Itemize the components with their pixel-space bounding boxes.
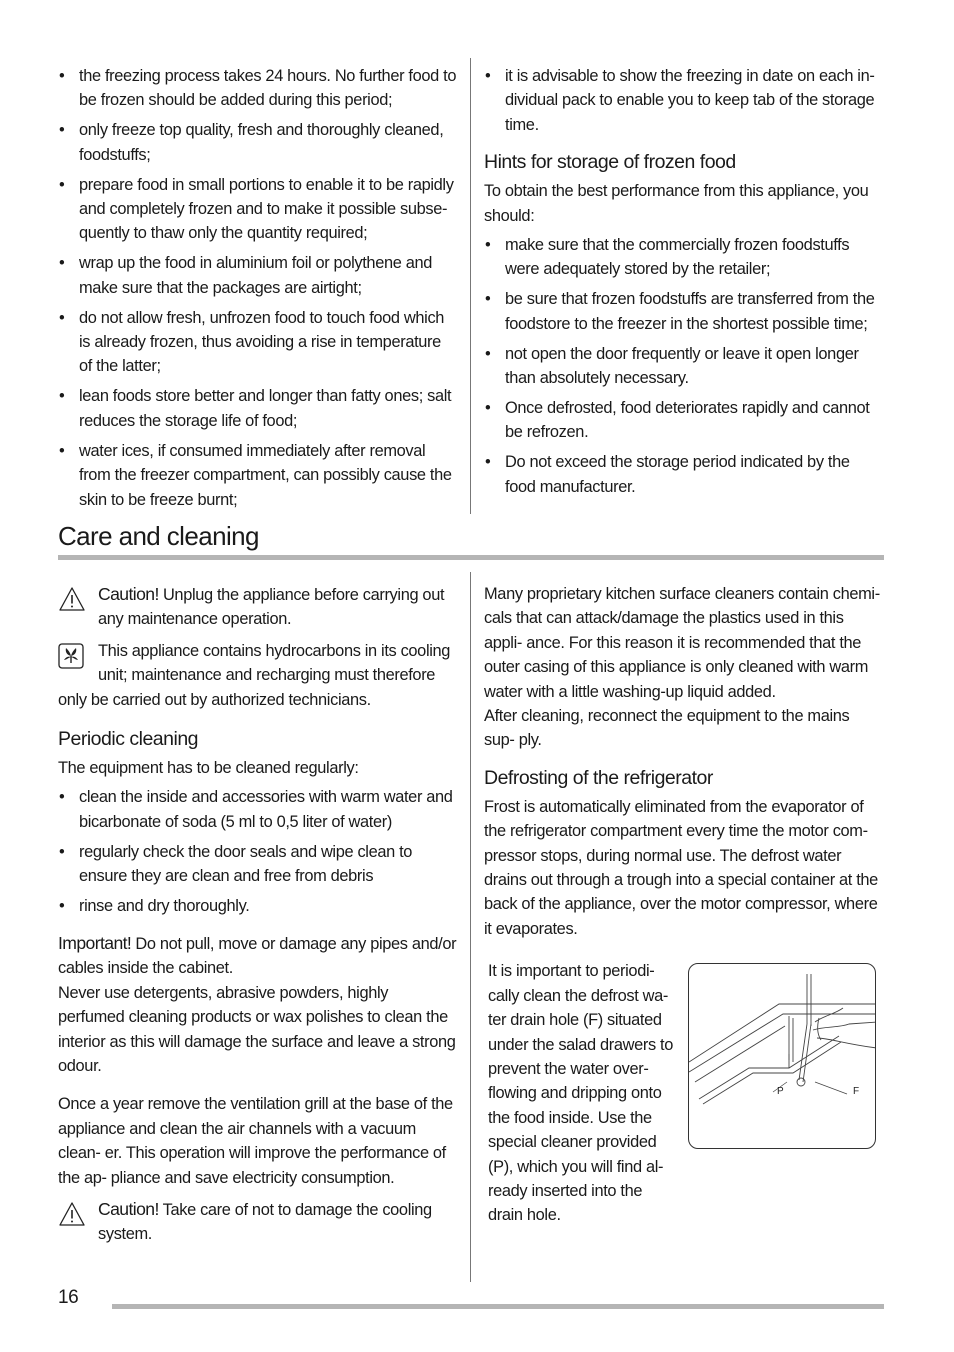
hints-heading: Hints for storage of frozen food	[484, 151, 736, 174]
label-f: F	[853, 1086, 859, 1098]
bullet-icon: •	[485, 290, 491, 309]
label-p: P	[777, 1086, 784, 1098]
drain-cleaning-drawing	[689, 964, 876, 1149]
bullet-icon: •	[59, 788, 65, 807]
bullet-icon: •	[59, 897, 65, 916]
freezing-tips-list	[58, 64, 458, 512]
bullet-icon: •	[59, 441, 65, 460]
list-item: • the freezing process takes 24 hours. No further food to be frozen should be added during this period;	[58, 64, 458, 113]
list-item: • it is advisable to show the freezing in date on each in- dividual pack to enable you to keep tab of the storage time.	[484, 64, 884, 137]
frozen-storage-column	[484, 64, 884, 505]
list-item: • Once defrosted, food deteriorates rapidly and cannot be refrozen.	[484, 396, 884, 445]
section-title: Care and cleaning	[58, 521, 259, 551]
caution-label: Caution!	[98, 584, 159, 604]
list-item: • make sure that the commercially frozen foodstuffs were adequately stored by the retailer;	[484, 233, 884, 282]
caution-note	[58, 1197, 458, 1247]
warning-triangle-icon	[58, 1201, 86, 1227]
drain-hole-illustration	[688, 963, 876, 1149]
important-paragraph	[58, 931, 458, 981]
column-divider	[470, 572, 471, 1282]
hydrocarbon-text-rest: only be carried out by authorized technicians.	[58, 690, 371, 709]
list-item: • be sure that frozen foodstuffs are transferred from the foodstore to the freezer in the shortest possible time;	[484, 287, 884, 336]
hints-list	[484, 233, 884, 499]
bullet-icon: •	[485, 344, 491, 363]
list-item: • water ices, if consumed immediately after removal from the freezer compartment, can possibly cause the skin to be freeze burnt;	[58, 439, 458, 512]
defrosting-heading: Defrosting of the refrigerator	[484, 766, 713, 789]
list-item: • clean the inside and accessories with warm water and bicarbonate of soda (5 ml to 0,5 liter of water)	[58, 785, 458, 834]
cleaning-column	[58, 582, 458, 1247]
freezing-tips-column	[58, 64, 458, 517]
caution-text: Take care of not to damage the cooling system.	[98, 1201, 432, 1244]
hydrocarbon-text-first: This appliance contains hydrocarbons in its cooling unit; maintenance and recharging must therefore	[98, 641, 451, 685]
list-item: • do not allow fresh, unfrozen food to touch food which is already frozen, thus avoiding a rise in temperature of the latter;	[58, 306, 458, 379]
column-divider	[470, 58, 471, 514]
hints-intro: To obtain the best performance from this appliance, you should:	[484, 182, 869, 225]
detergents-paragraph: Never use detergents, abrasive powders, highly perfumed cleaning products or wax polishes to clean the interior as this will damage the surface and leave a strong odour.	[58, 983, 456, 1075]
section-rule	[58, 555, 884, 560]
bullet-icon: •	[59, 842, 65, 861]
list-item: • Do not exceed the storage period indicated by the food manufacturer.	[484, 450, 884, 499]
important-label: Important!	[58, 932, 132, 953]
important-text: Do not pull, move or damage any pipes and/or cables inside the cabinet.	[58, 934, 457, 978]
list-item: • rinse and dry thoroughly.	[58, 894, 458, 918]
list-item: • prepare food in small portions to enable it to be rapidly and completely frozen and to make it possible subse- quently to thaw only the quantity required;	[58, 173, 458, 246]
defrost-paragraph: Frost is automatically eliminated from the evaporator of the refrigerator compartment every time the motor com- pressor stops, during normal use. The defrost water drains out through a trough into a special container at the back of the appliance, over the motor compressor, where it evaporates.	[484, 797, 878, 938]
list-item: • wrap up the food in aluminium foil or polythene and make sure that the packages are airtight;	[58, 251, 458, 300]
freezing-date-list	[484, 64, 884, 137]
drain-hole-figure-block	[484, 959, 884, 1229]
bullet-icon: •	[485, 398, 491, 417]
bullet-icon: •	[59, 308, 65, 327]
bullet-icon: •	[59, 67, 65, 85]
bullet-icon: •	[59, 121, 65, 140]
list-item: • not open the door frequently or leave it open longer than absolutely necessary.	[484, 342, 884, 391]
caution-text: Unplug the appliance before carrying out any maintenance operation.	[98, 586, 445, 629]
defrost-column	[484, 582, 884, 1229]
caution-note	[58, 582, 458, 632]
list-item: • lean foods store better and longer than fatty ones; salt reduces the storage life of food;	[58, 384, 458, 433]
list-item: • only freeze top quality, fresh and thoroughly cleaned, foodstuffs;	[58, 118, 458, 167]
bullet-icon: •	[59, 175, 65, 194]
bullet-icon: •	[59, 387, 65, 406]
periodic-intro: The equipment has to be cleaned regularly:	[58, 759, 359, 778]
list-item: • regularly check the door seals and wipe clean to ensure they are clean and free from debris	[58, 840, 458, 889]
periodic-cleaning-heading: Periodic cleaning	[58, 728, 199, 751]
bullet-icon: •	[485, 67, 491, 85]
page-number: 16	[58, 1287, 79, 1308]
warning-triangle-icon	[58, 586, 86, 612]
environment-flower-icon	[58, 643, 84, 669]
caution-label: Caution!	[98, 1199, 159, 1220]
bullet-icon: •	[485, 236, 491, 255]
cleaners-paragraph: Many proprietary kitchen surface cleaners contain chemi- cals that can attack/damage the plastics used in this appli- ance. For this reason it is recommended that the outer casing of this appliance is only cleaned with warm water with a little washing-up liquid added.	[484, 585, 880, 701]
bullet-icon: •	[485, 453, 491, 472]
reconnect-paragraph: After cleaning, reconnect the equipment to the mains sup- ply.	[484, 707, 850, 750]
drain-hole-text: It is important to periodi- cally clean the defrost wa- ter drain hole (F) situated under the salad drawers to prevent the water over- flowing and dripping onto the food inside. Use the special cleaner provided (P), which you will find al- ready inserted into the drain hole.	[488, 962, 673, 1225]
ventilation-paragraph: Once a year remove the ventilation grill at the base of the appliance and clean the air channels with a vacuum clean- er. This operation will improve the performance of the ap- pliance and save electricity consumption.	[58, 1095, 453, 1187]
periodic-list	[58, 785, 458, 918]
hydrocarbon-note	[58, 639, 458, 712]
footer-rule	[112, 1304, 884, 1309]
bullet-icon: •	[59, 254, 65, 273]
